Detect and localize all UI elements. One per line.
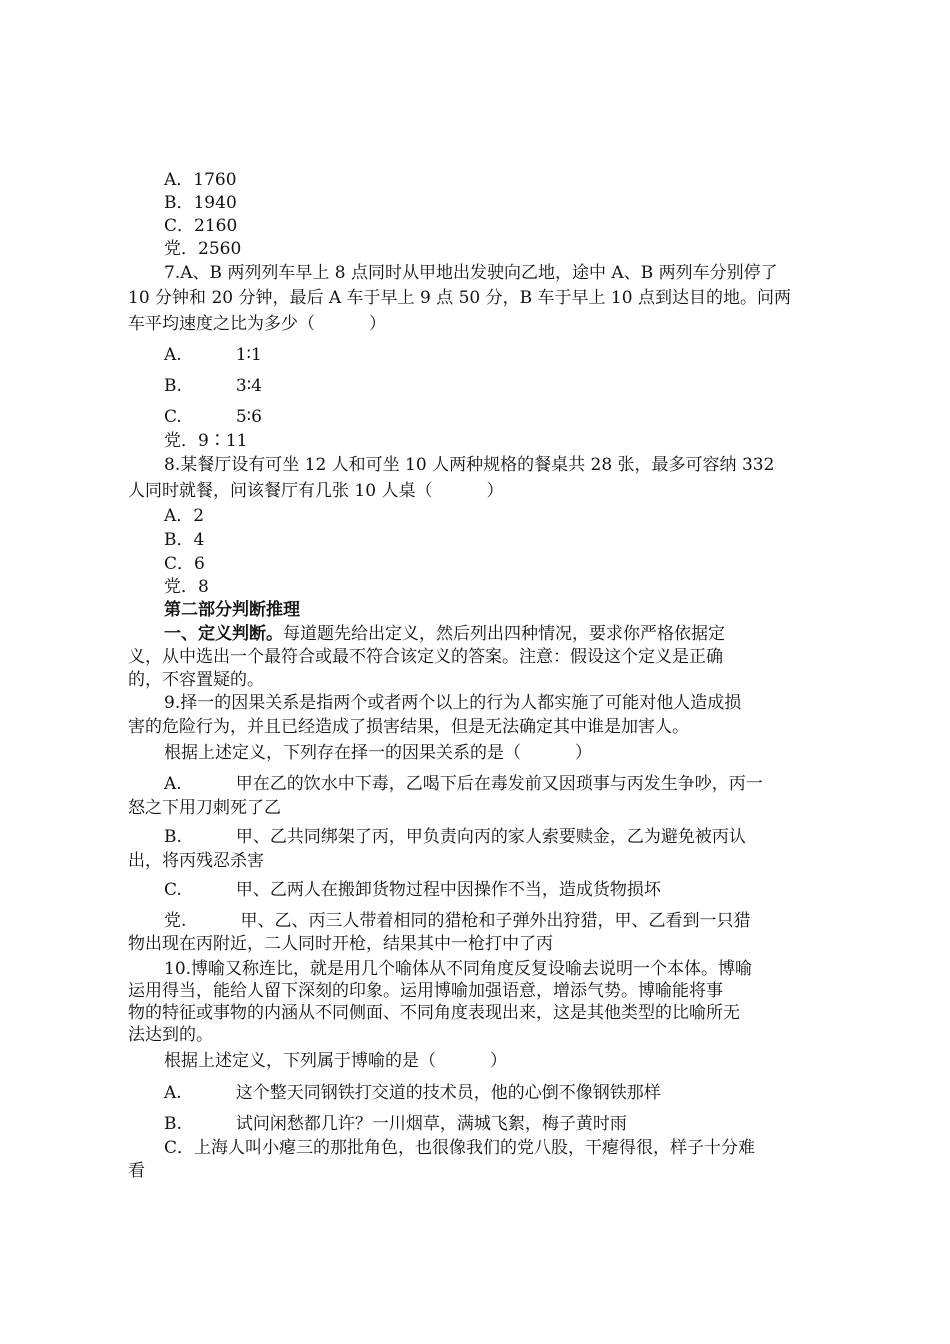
q9-text-line2: 害的危险行为，并且已经造成了损害结果，但是无法确定其中谁是加害人。 [128, 717, 689, 737]
section-one-line2: 义，从中选出一个最符合或最不符合该定义的答案。注意：假设这个定义是正确 [128, 647, 723, 667]
q8-text-line2: 人同时就餐，问该餐厅有几张 10 人桌（ ） [128, 481, 504, 501]
q9-option-d-line2: 物出现在丙附近，二人同时开枪，结果其中一枪打中了丙 [128, 934, 553, 954]
section-one-line3: 的，不容置疑的。 [128, 670, 264, 690]
q9-option-d-line1: 党. 甲、乙、丙三人带着相同的猎枪和子弹外出狩猎，甲、乙看到一只猎 [164, 911, 751, 931]
q7-option-d: 党．9∶11 [164, 431, 248, 451]
section-one-line1 [164, 623, 725, 645]
q8-option-a: A．2 [164, 506, 205, 526]
q6-option-b: B．1940 [164, 193, 237, 213]
q8-text-line1: 8.某餐厅设有可坐 12 人和可坐 10 人两种规格的餐桌共 28 张，最多可容纳 332 [164, 455, 775, 475]
q10-option-c-line1: C．上海人叫小瘪三的那批角色，也很像我们的党八股，干瘪得很，样子十分难 [164, 1138, 756, 1158]
q8-option-c: C．6 [164, 554, 205, 574]
q6-option-d: 党．2560 [164, 239, 242, 259]
q9-option-b-line2: 出，将丙残忍杀害 [128, 851, 264, 871]
q7-text-line1: 7.A、B 两列列车早上 8 点同时从甲地出发驶向乙地，途中 A、B 两列车分别停了 [164, 263, 778, 283]
q8-option-b: B．4 [164, 530, 205, 550]
q10-text-line1: 10.博喻又称连比，就是用几个喻体从不同角度反复设喻去说明一个本体。博喻 [164, 959, 753, 979]
q6-option-a: A．1760 [164, 170, 237, 190]
q6-option-c: C．2160 [164, 216, 238, 236]
section-one-title: 一、定义判断。 [164, 624, 283, 644]
q7-option-a: A. 1∶1 [164, 345, 262, 365]
q9-option-a-line2: 怒之下用刀刺死了乙 [128, 798, 281, 818]
q10-text-line4: 法达到的。 [128, 1025, 213, 1045]
q7-option-b: B. 3∶4 [164, 376, 262, 396]
q7-option-c: C. 5∶6 [164, 407, 262, 427]
q8-option-d: 党．8 [164, 577, 209, 597]
q7-text-line2: 10 分钟和 20 分钟，最后 A 车于早上 9 点 50 分，B 车于早上 10 点到达目的地。问两 [128, 288, 791, 308]
q10-text-line2: 运用得当，能给人留下深刻的印象。运用博喻加强语意，增添气势。博喻能将事 [128, 981, 723, 1001]
q10-stem: 根据上述定义，下列属于博喻的是（ ） [164, 1051, 508, 1071]
q7-text-line3: 车平均速度之比为多少（ ） [128, 314, 387, 334]
part-two-heading: 第二部分判断推理 [164, 600, 300, 620]
q9-option-c: C. 甲、乙两人在搬卸货物过程中因操作不当，造成货物损坏 [164, 880, 661, 900]
q9-stem: 根据上述定义，下列存在择一的因果关系的是（ ） [164, 743, 593, 763]
q10-text-line3: 物的特征或事物的内涵从不同侧面、不同角度表现出来，这是其他类型的比喻所无 [128, 1003, 740, 1023]
section-one-text: 每道题先给出定义，然后列出四种情况，要求你严格依据定 [283, 624, 725, 644]
q10-option-b: B. 试问闲愁都几许？一川烟草，满城飞絮，梅子黄时雨 [164, 1114, 627, 1134]
q9-text-line1: 9.择一的因果关系是指两个或者两个以上的行为人都实施了可能对他人造成损 [164, 693, 742, 713]
q10-option-a: A. 这个整天同钢铁打交道的技术员，他的心倒不像钢铁那样 [164, 1083, 661, 1103]
q9-option-b-line1: B. 甲、乙共同绑架了丙，甲负责向丙的家人索要赎金，乙为避免被丙认 [164, 827, 746, 847]
q10-option-c-line2: 看 [128, 1161, 145, 1181]
q9-option-a-line1: A. 甲在乙的饮水中下毒，乙喝下后在毒发前又因琐事与丙发生争吵，丙一 [164, 774, 763, 794]
